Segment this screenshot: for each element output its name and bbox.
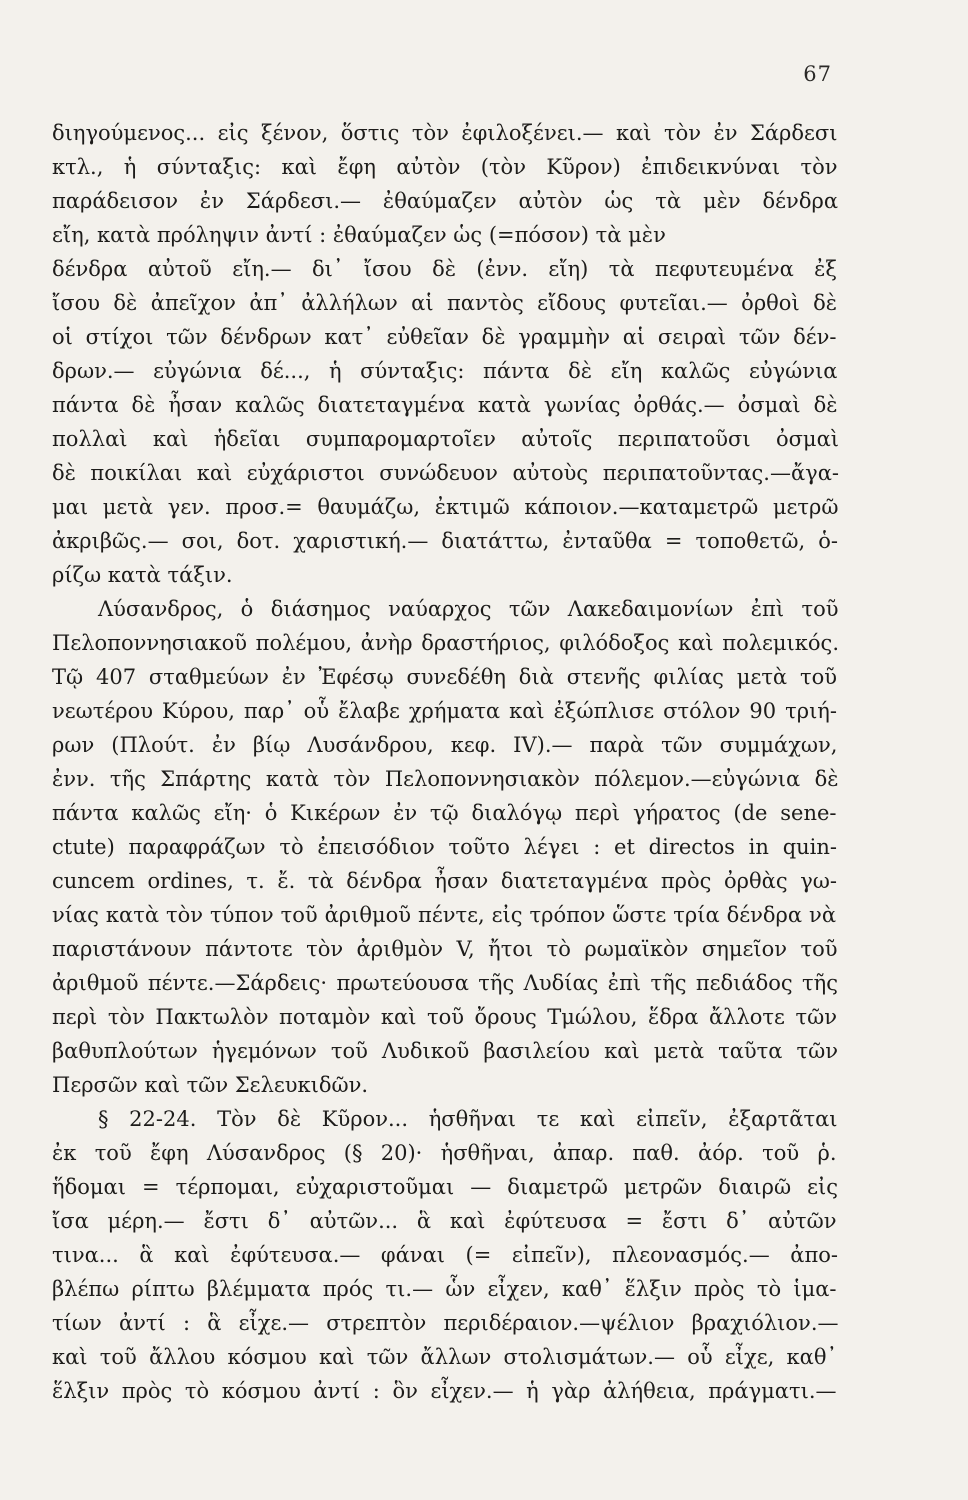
- text-line: δὲ ποικίλαι καὶ εὐχάριστοι συνώδευον αὐτοὺς περιπατοῦντας.—ἄγα-: [52, 461, 839, 485]
- text-line: ἀκριβῶς.— σοι, δοτ. χαριστική.— διατάττω, ἐνταῦθα = τοποθετῶ, ὁ-: [52, 529, 838, 553]
- text-line: cuncem ordines, τ. ἔ. τὰ δένδρα ἦσαν διατεταγμένα πρὸς ὀρθὰς γω-: [52, 869, 837, 893]
- text-line: ἐνν. τῆς Σπάρτης κατὰ τὸν Πελοποννησιακὸν πόλεμον.—εὐγώνια δὲ: [52, 767, 839, 791]
- text-line: Τῷ 407 σταθμεύων ἐν Ἐφέσῳ συνεδέθη διὰ στενῆς φιλίας μετὰ τοῦ: [52, 665, 837, 689]
- text-line: ἥδομαι = τέρπομαι, εὐχαριστοῦμαι — διαμετρῶ μετρῶν διαιρῶ εἰς: [52, 1175, 838, 1199]
- text-line: Λύσανδρος, ὁ διάσημος ναύαρχος τῶν Λακεδαιμονίων ἐπὶ τοῦ: [98, 597, 839, 621]
- text-line: βαθυπλούτων ἡγεμόνων τοῦ Λυδικοῦ βασιλείου καὶ μετὰ ταῦτα τῶν: [52, 1039, 838, 1063]
- text-line: ἕλξιν πρὸς τὸ κόσμου ἀντί : ὃν εἶχεν.— ἡ γὰρ ἀλήθεια, πράγματι.—: [52, 1379, 837, 1403]
- text-line: πολλαὶ καὶ ἡδεῖαι συμπαρομαρτοῖεν αὐτοῖς περιπατοῦσι ὀσμαὶ: [52, 427, 839, 451]
- text-line: ρων (Πλούτ. ἐν βίῳ Λυσάνδρου, κεφ. IV).— παρὰ τῶν συμμάχων,: [52, 733, 838, 757]
- page-number: 67: [803, 62, 832, 86]
- text-line: τινα... ἃ καὶ ἐφύτευσα.— φάναι (= εἰπεῖν), πλεονασμός.— ἀπο-: [52, 1243, 838, 1267]
- text-line: § 22-24. Τὸν δὲ Κῦρον... ἡσθῆναι τε καὶ εἰπεῖν, ἐξαρτᾶται: [98, 1107, 838, 1131]
- text-line: ρίζω κατὰ τάξιν.: [52, 563, 233, 587]
- text-line: περὶ τὸν Πακτωλὸν ποταμὸν καὶ τοῦ ὄρους Τμώλου, ἕδρα ἄλλοτε τῶν: [52, 1005, 837, 1029]
- text-line: βλέπω ρίπτω βλέμματα πρός τι.— ὧν εἶχεν, καθ᾽ ἕλξιν πρὸς τὸ ἱμα-: [52, 1277, 837, 1301]
- text-line: νεωτέρου Κύρου, παρ᾽ οὗ ἔλαβε χρήματα καὶ ἐξώπλισε στόλον 90 τριή-: [52, 699, 837, 723]
- text-line: ctute) παραφράζων τὸ ἐπεισόδιον τοῦτο λέγει : et directos in quin-: [52, 835, 837, 859]
- text-line: πάντα δὲ ἦσαν καλῶς διατεταγμένα κατὰ γωνίας ὀρθάς.— ὀσμαὶ δὲ: [52, 393, 838, 417]
- text-line: δένδρα αὐτοῦ εἴη.— δι᾽ ἴσου δὲ (ἐνν. εἴη) τὰ πεφυτευμένα ἐξ: [52, 257, 837, 281]
- text-line: πάντα καλῶς εἴη· ὁ Κικέρων ἐν τῷ διαλόγῳ περὶ γήρατος (de sene-: [52, 801, 837, 825]
- text-line: ἐκ τοῦ ἔφη Λύσανδρος (§ 20)· ἡσθῆναι, ἀπαρ. παθ. ἀόρ. τοῦ ῥ.: [52, 1141, 837, 1165]
- text-line: οἱ στίχοι τῶν δένδρων κατ᾽ εὐθεῖαν δὲ γραμμὴν αἱ σειραὶ τῶν δέν-: [52, 325, 837, 349]
- text-line: Περσῶν καὶ τῶν Σελευκιδῶν.: [52, 1073, 369, 1097]
- text-line: ἴσου δὲ ἀπεῖχον ἀπ᾽ ἀλλήλων αἱ παντὸς εἴδους φυτεῖαι.— ὀρθοὶ δὲ: [52, 291, 837, 315]
- text-line: νίας κατὰ τὸν τύπον τοῦ ἀριθμοῦ πέντε, εἰς τρόπον ὥστε τρία δένδρα νὰ: [52, 903, 836, 927]
- text-line: Πελοποννησιακοῦ πολέμου, ἀνὴρ δραστήριος, φιλόδοξος καὶ πολεμικός.: [52, 631, 839, 655]
- text-line: μαι μετὰ γεν. προσ.= θαυμάζω, ἐκτιμῶ κάποιον.—καταμετρῶ μετρῶ: [52, 495, 839, 519]
- text-line: εἴη, κατὰ πρόληψιν ἀντί : ἐθαύμαζεν ὡς (=πόσον) τὰ μὲν: [52, 223, 666, 247]
- text-line: παράδεισον ἐν Σάρδεσι.— ἐθαύμαζεν αὐτὸν ὡς τὰ μὲν δένδρα: [52, 189, 838, 213]
- text-line: τίων ἀντί : ἃ εἶχε.— στρεπτὸν περιδέραιον.—ψέλιον βραχιόλιον.—: [52, 1311, 839, 1335]
- text-line: κτλ., ἡ σύνταξις: καὶ ἔφη αὐτὸν (τὸν Κῦρον) ἐπιδεικνύναι τὸν: [52, 155, 838, 179]
- text-line: δρων.— εὐγώνια δέ..., ἡ σύνταξις: πάντα δὲ εἴη καλῶς εὐγώνια: [52, 359, 838, 383]
- commentary-text: [52, 116, 842, 1408]
- text-line: ἀριθμοῦ πέντε.—Σάρδεις· πρωτεύουσα τῆς Λυδίας ἐπὶ τῆς πεδιάδος τῆς: [52, 971, 838, 995]
- text-line: παριστάνουν πάντοτε τὸν ἀριθμὸν V, ἤτοι τὸ ρωμαϊκὸν σημεῖον τοῦ: [52, 937, 838, 961]
- text-line: διηγούμενος... εἰς ξένον, ὅστις τὸν ἐφιλοξένει.— καὶ τὸν ἐν Σάρδεσι: [52, 121, 838, 145]
- text-line: ἴσα μέρη.— ἔστι δ᾽ αὐτῶν... ἃ καὶ ἐφύτευσα = ἔστι δ᾽ αὐτῶν: [52, 1209, 837, 1233]
- text-line: καὶ τοῦ ἄλλου κόσμου καὶ τῶν ἄλλων στολισμάτων.— οὗ εἶχε, καθ᾽: [52, 1345, 837, 1369]
